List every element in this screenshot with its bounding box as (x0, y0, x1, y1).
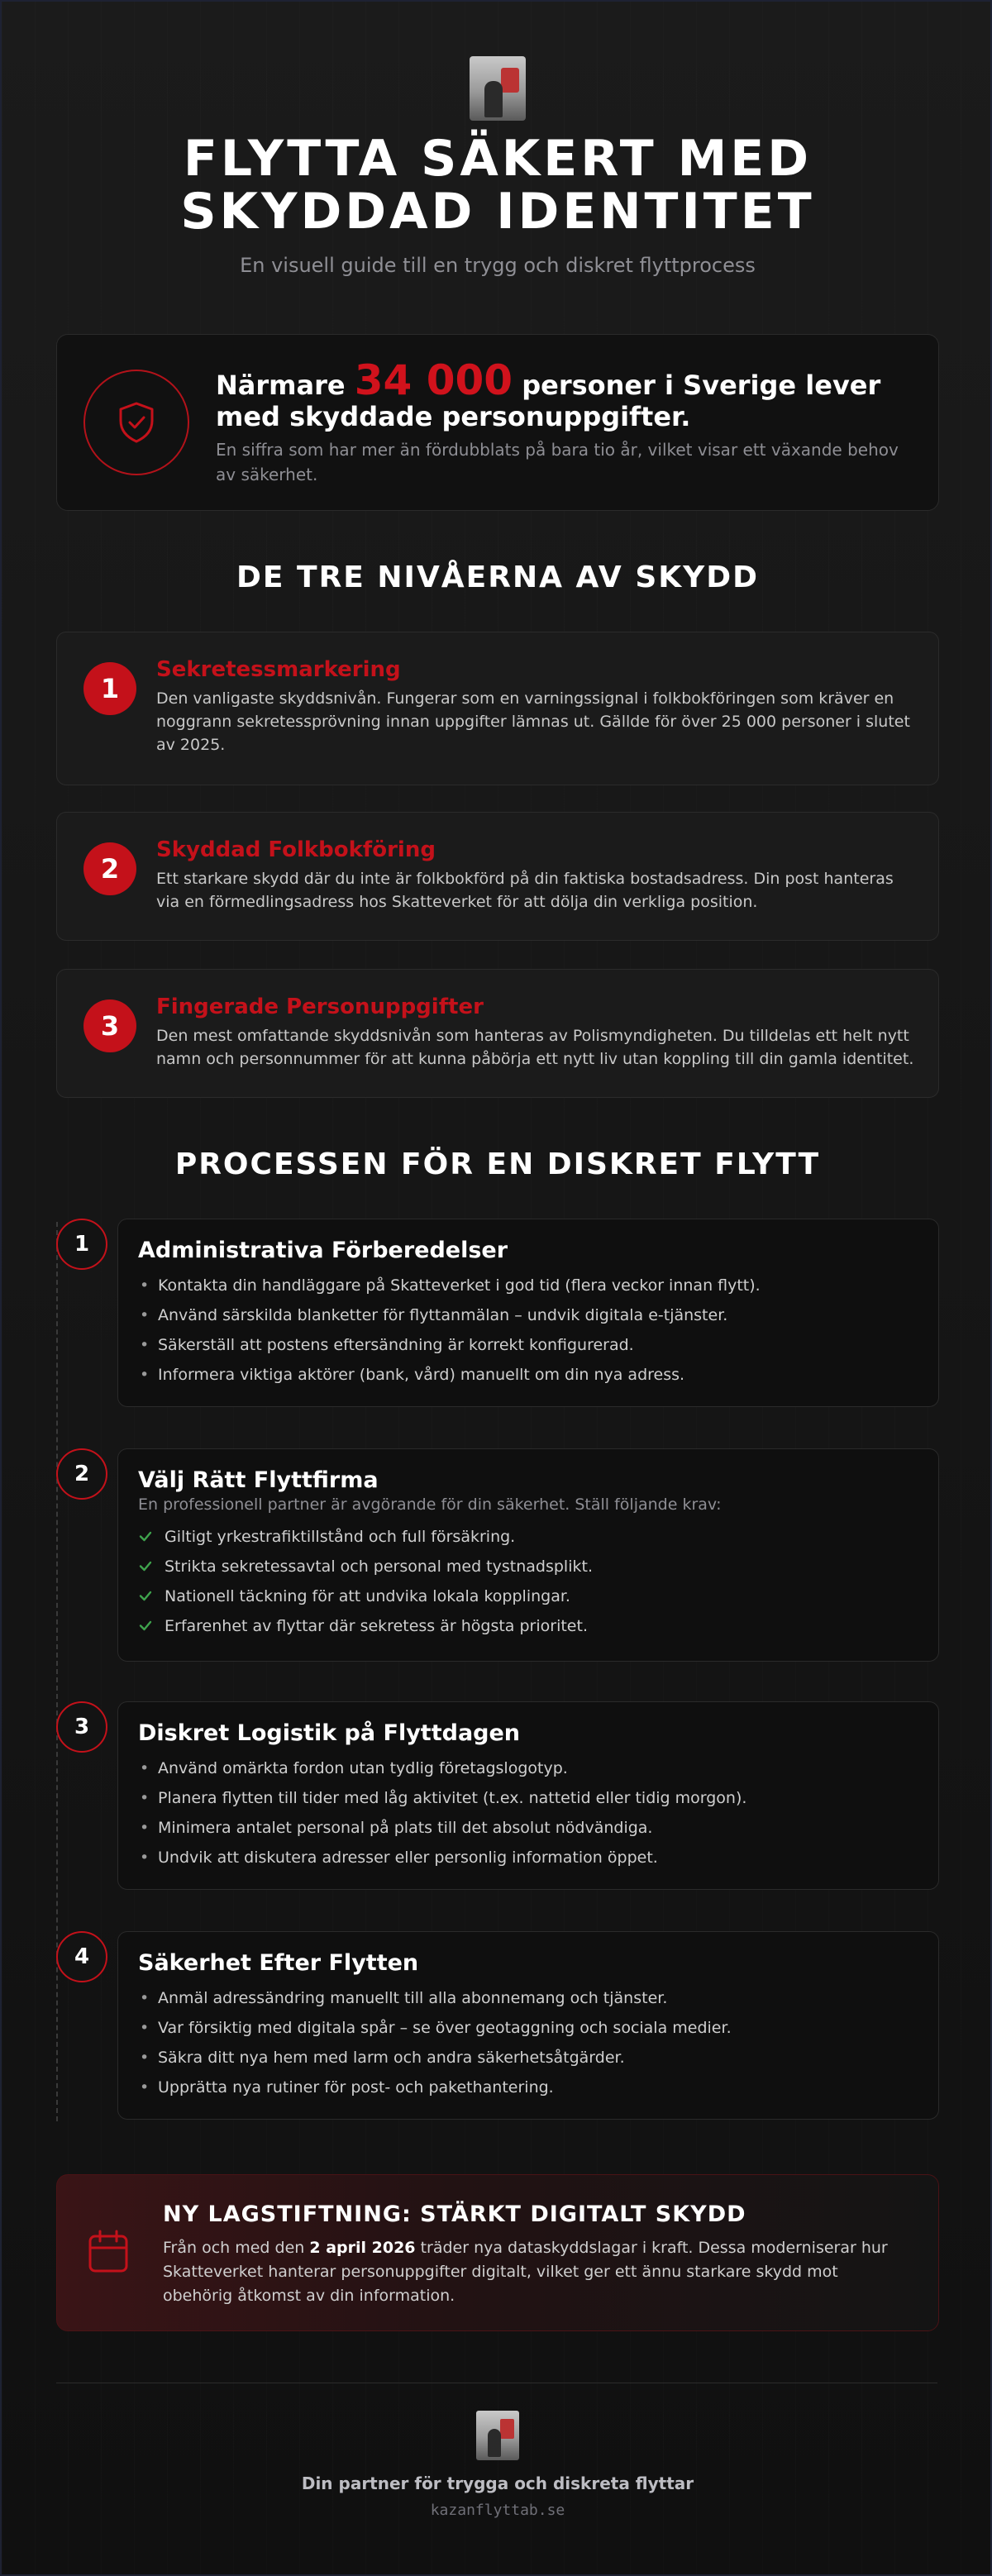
list-item-text: Strikta sekretessavtal och personal med tystnadsplikt. (165, 1558, 593, 1576)
level-card-1 (56, 632, 939, 785)
list-item: • Minimera antalet personal på plats till det absolut nödvändiga. (138, 1813, 746, 1843)
level-title: Sekretessmarkering (156, 657, 401, 682)
law-text-before: Från och med den (163, 2239, 305, 2257)
page-subtitle: En visuell guide till en trygg och diskret flyttprocess (240, 254, 756, 277)
law-text (163, 2236, 907, 2308)
level-description: Den mest omfattande skyddsnivån som hanteras av Polismyndigheten. Du tilldelas ett helt nytt namn och personnummer för att kunna påbörja ett nytt liv utan koppling till din gamla identitet. (156, 1027, 914, 1068)
law-text-after: träder nya dataskyddslagar i kraft. Dessa moderniserar hur Skatteverket hanterar personuppgifter digitalt, vilket ger ett ännu starkare skydd mot obehörig åtkomst av din information. (163, 2239, 888, 2305)
step-title: Välj Rätt Flyttfirma (138, 1467, 379, 1493)
step-card-3 (117, 1701, 939, 1890)
list-item-text: Giltigt yrkestrafiktillstånd och full försäkring. (165, 1528, 516, 1546)
step-list (138, 1983, 732, 2102)
step-intro: En professionell partner är avgörande för din säkerhet. Ställ följande krav: (138, 1496, 722, 1514)
step-number-badge: 3 (56, 1701, 107, 1753)
calendar-icon (87, 2228, 130, 2274)
level-card-3 (56, 969, 939, 1098)
level-description: Ett starkare skydd där du inte är folkbokförd på din faktiska bostadsadress. Din post hanteras via en förmedlingsadress hos Skatteverket för att dölja din verkliga position. (156, 870, 894, 911)
list-item: • Säkerställ att postens eftersändning är korrekt konfigurerad. (138, 1330, 761, 1360)
statistic-number: 34 000 (354, 356, 513, 404)
list-item: • Kontakta din handläggare på Skatteverket i god tid (flera veckor innan flytt). (138, 1271, 761, 1300)
level-description: Den vanligaste skyddsnivån. Fungerar som en varningssignal i folkbokföringen som kräver en noggrann sekretessprövning innan uppgifter lämnas ut. Gällde för över 25 000 personer i slutet av 2025. (156, 689, 910, 754)
step-list (138, 1271, 761, 1390)
list-item (138, 1522, 593, 1552)
level-number-badge: 1 (83, 662, 136, 715)
level-number-badge: 2 (83, 842, 136, 895)
shield-check-icon (83, 370, 189, 475)
title-line-2: SKYDDAD IDENTITET (180, 183, 815, 241)
list-item-text: Erfarenhet av flyttar där sekretess är högsta prioritet. (165, 1617, 588, 1635)
list-item: • Säkra ditt nya hem med larm och andra säkerhetsåtgärder. (138, 2043, 732, 2073)
list-item: • Upprätta nya rutiner för post- och pakethantering. (138, 2073, 732, 2102)
statistic-description: En siffra som har mer än fördubblats på bara tio år, vilket visar ett växande behov av säkerhet. (216, 440, 899, 484)
page-title (2, 130, 992, 241)
step-card-2 (117, 1448, 939, 1662)
company-logo (470, 56, 526, 121)
levels-heading: DE TRE NIVÅERNA AV SKYDD (236, 561, 759, 594)
list-item: • Använd omärkta fordon utan tydlig företagslogotyp. (138, 1753, 746, 1783)
step-card-1 (117, 1219, 939, 1407)
statistic-prefix: Närmare (216, 370, 346, 401)
check-icon (138, 1558, 153, 1573)
law-date: 2 april 2026 (309, 2239, 416, 2257)
step-number-badge: 1 (56, 1219, 107, 1270)
list-item: • Var försiktig med digitala spår – se över geotaggning och sociala medier. (138, 2013, 732, 2043)
list-item (138, 1581, 593, 1611)
step-title: Administrativa Förberedelser (138, 1238, 508, 1263)
check-icon (138, 1588, 153, 1603)
step-card-4 (117, 1931, 939, 2120)
step-number-badge: 2 (56, 1448, 107, 1500)
step-checklist (138, 1522, 593, 1641)
footer-url-link[interactable]: kazanflyttab.se (430, 2502, 565, 2519)
list-item-text: Nationell täckning för att undvika lokala kopplingar. (165, 1587, 570, 1605)
step-list (138, 1753, 746, 1872)
list-item: • Planera flytten till tider med låg aktivitet (t.ex. nattetid eller tidig morgon). (138, 1783, 746, 1813)
statistic-card (56, 334, 939, 511)
statistic-headline (216, 356, 927, 432)
footer-logo (476, 2411, 519, 2460)
timeline-line (56, 1222, 58, 2121)
list-item (138, 1552, 593, 1581)
level-card-2 (56, 812, 939, 941)
check-icon (138, 1529, 153, 1543)
statistic-suffix: personer i Sverige lever med skyddade personuppgifter. (216, 370, 881, 432)
footer-tagline: Din partner för trygga och diskreta flyttar (301, 2473, 694, 2493)
list-item: • Undvik att diskutera adresser eller personlig information öppet. (138, 1843, 746, 1872)
level-title: Fingerade Personuppgifter (156, 995, 484, 1019)
level-number-badge: 3 (83, 999, 136, 1052)
list-item (138, 1611, 593, 1641)
law-title: NY LAGSTIFTNING: STÄRKT DIGITALT SKYDD (163, 2202, 746, 2227)
step-title: Diskret Logistik på Flyttdagen (138, 1720, 521, 1746)
list-item: • Använd särskilda blanketter för flyttanmälan – undvik digitala e-tjänster. (138, 1300, 761, 1330)
title-line-1: FLYTTA SÄKERT MED (183, 130, 813, 188)
level-title: Skyddad Folkbokföring (156, 837, 436, 862)
process-heading: PROCESSEN FÖR EN DISKRET FLYTT (174, 1147, 821, 1181)
step-title: Säkerhet Efter Flytten (138, 1950, 419, 1976)
list-item: • Anmäl adressändring manuellt till alla abonnemang och tjänster. (138, 1983, 732, 2013)
new-law-card (56, 2174, 939, 2331)
list-item: • Informera viktiga aktörer (bank, vård) manuellt om din nya adress. (138, 1360, 761, 1390)
check-icon (138, 1618, 153, 1633)
step-number-badge: 4 (56, 1931, 107, 1982)
